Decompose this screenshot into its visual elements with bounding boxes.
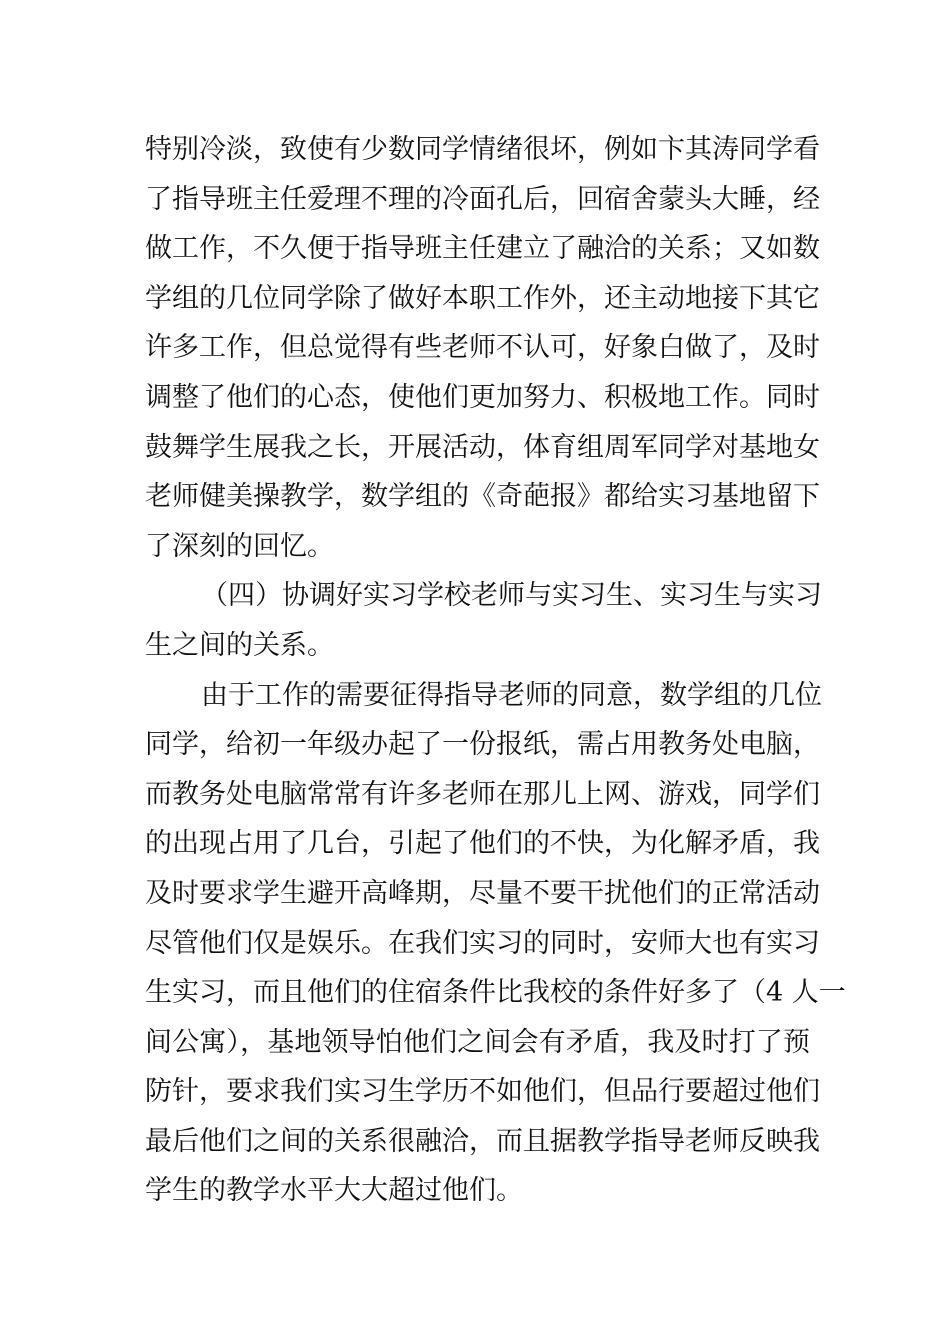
- text-line: 鼓舞学生展我之长，开展活动，体育组周军同学对基地女: [145, 431, 820, 463]
- text-line: 调整了他们的心态，使他们更加努力、积极地工作。同时: [145, 381, 820, 413]
- text-line: 许多工作，但总觉得有些老师不认可，好象白做了，及时: [145, 332, 820, 364]
- text-line: 同学，给初一年级办起了一份报纸，需占用教务处电脑，: [145, 729, 820, 761]
- text-line: 而教务处电脑常常有许多老师在那儿上网、游戏，同学们: [145, 778, 820, 810]
- text-line: 由于工作的需要征得指导老师的同意，数学组的几位: [201, 679, 822, 711]
- text-line: 及时要求学生避开高峰期，尽量不要干扰他们的正常活动: [145, 877, 820, 909]
- text-line: 了指导班主任爱理不理的冷面孔后，回宿舍蒙头大睡，经: [145, 183, 820, 215]
- text-line: 最后他们之间的关系很融洽，而且据教学指导老师反映我: [145, 1125, 820, 1157]
- text-line: 间公寓），基地领导怕他们之间会有矛盾，我及时打了预: [145, 1026, 810, 1058]
- text-line: 学生的教学水平大大超过他们。: [145, 1175, 523, 1207]
- text-line: 老师健美操教学，数学组的《奇葩报》都给实习基地留下: [145, 481, 820, 513]
- paragraph-coordination: [145, 671, 846, 1217]
- text-line: （四）协调好实习学校老师与实习生、实习生与实习: [201, 580, 822, 612]
- paragraph-teacher-relations: [145, 125, 820, 571]
- text-line: 的出现占用了几台，引起了他们的不快，为化解矛盾，我: [145, 828, 820, 860]
- section-heading-four: [145, 571, 822, 670]
- text-line: 防针，要求我们实习生学历不如他们，但品行要超过他们: [145, 1076, 820, 1108]
- text-line: 特别冷淡，致使有少数同学情绪很坏，例如卞其涛同学看: [145, 134, 820, 165]
- text-line: 生之间的关系。: [145, 629, 334, 661]
- text-line: 生实习，而且他们的住宿条件比我校的条件好多了（4 人一: [145, 977, 846, 1009]
- text-line: 尽管他们仅是娱乐。在我们实习的同时，安师大也有实习: [145, 927, 820, 959]
- document-body: [145, 125, 846, 1216]
- text-line: 学组的几位同学除了做好本职工作外，还主动地接下其它: [145, 282, 820, 314]
- text-line: 做工作，不久便于指导班主任建立了融洽的关系；又如数: [145, 233, 820, 265]
- text-line: 了深刻的回忆。: [145, 530, 334, 562]
